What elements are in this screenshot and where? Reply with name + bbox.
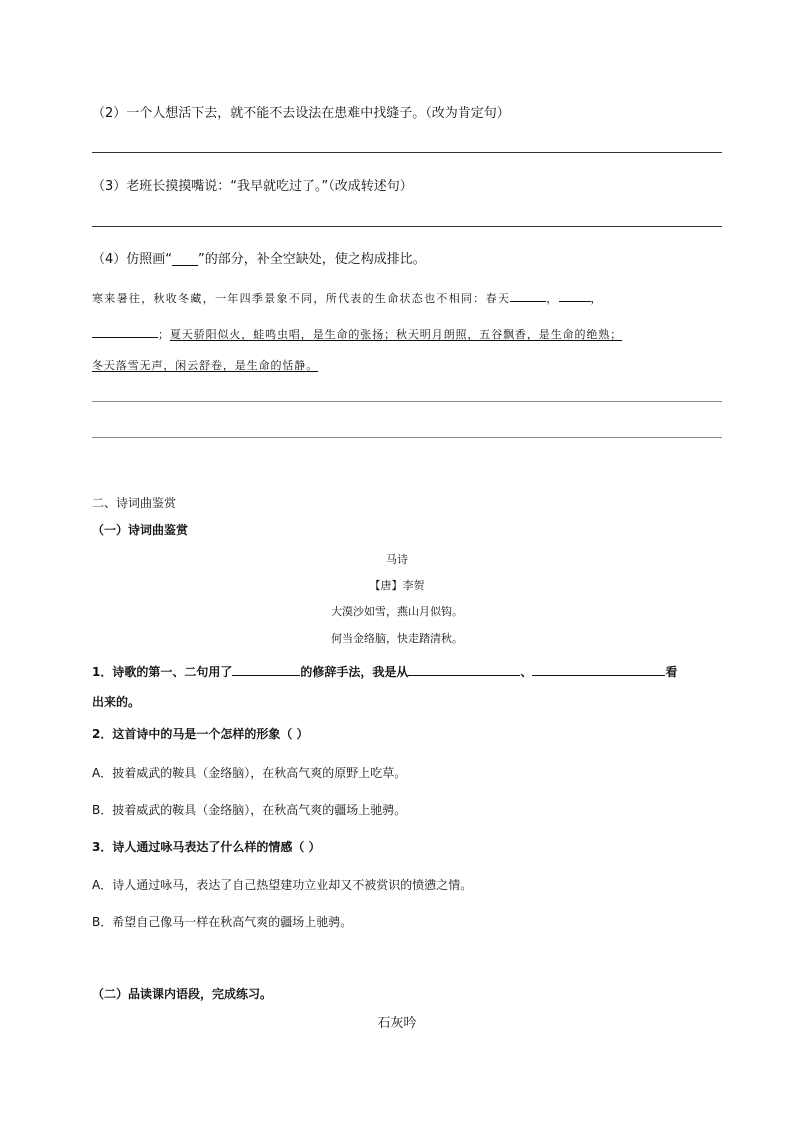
poem-author: 【唐】李贺 [369, 579, 425, 592]
poem-line-2: 何当金络脑，快走踏清秋。 [331, 632, 463, 645]
question-4-label-blank: ____ [172, 252, 199, 267]
item-1-part-b: 的修辞手法，我是从 [300, 665, 409, 679]
imitation-line-2-text: 夏天骄阳似火，蛙鸣虫唱，是生命的张扬；秋天明月朗照，五谷飘香，是生命的绝熟； [169, 328, 623, 341]
item-1-line-2: 出来的。 [92, 695, 141, 709]
item-2-option-b[interactable]: B．披着威武的鞍具（金络脑），在秋高气爽的疆场上驰骋。 [92, 803, 407, 817]
answer-line-q4-1[interactable] [92, 401, 722, 402]
item-1-line-1 [92, 663, 677, 680]
evidence-blank-1[interactable] [408, 663, 520, 676]
section-2-sub-2: （二）品读课内语段，完成练习。 [92, 987, 273, 1001]
sub-2-passage-title: 石灰吟 [377, 1016, 417, 1031]
question-4-label-b: ”的部分，补全空缺处，使之构成排比。 [198, 252, 426, 267]
answer-line-q4-2[interactable] [92, 437, 722, 438]
item-3-option-a[interactable]: A．诗人通过咏马，表达了自己热望建功立业却又不被赏识的愤懑之情。 [92, 878, 473, 892]
imitation-line-3: 冬天落雪无声，闲云舒卷，是生命的恬静。 [92, 359, 319, 372]
comma-2: ， [590, 292, 603, 305]
question-4-label-a: （4）仿照画“ [92, 252, 173, 267]
comma-1: ， [546, 292, 559, 305]
item-3-option-b[interactable]: B．希望自己像马一样在秋高气爽的疆场上驰骋。 [92, 915, 353, 929]
spring-blank-3[interactable] [92, 325, 158, 338]
rhetoric-blank[interactable] [232, 663, 300, 676]
item-1-part-a: 1．诗歌的第一、二句用了 [92, 665, 233, 679]
answer-line-q3[interactable] [92, 226, 722, 227]
semicolon: ； [158, 328, 170, 341]
question-3: （3）老班长摸摸嘴说：“我早就吃过了。”（改成转述句） [92, 179, 413, 194]
section-2-sub-1: （一）诗词曲鉴赏 [92, 523, 189, 537]
item-1-part-d: 看 [665, 665, 678, 679]
poem-title: 马诗 [386, 553, 408, 566]
spring-blank-2[interactable] [559, 289, 591, 302]
imitation-line-1-text: 寒来暑往，秋收冬藏，一年四季景象不同，所代表的生命状态也不相同：春天 [92, 292, 511, 305]
question-2: （2）一个人想活下去，就不能不去设法在患难中找缝子。（改为肯定句） [92, 106, 510, 121]
imitation-line-2 [92, 325, 622, 342]
question-4 [92, 248, 426, 267]
answer-line-q2[interactable] [92, 152, 722, 153]
spring-blank-1[interactable] [510, 289, 546, 302]
item-2-option-a[interactable]: A．披着威武的鞍具（金络脑），在秋高气爽的原野上吃草。 [92, 766, 407, 780]
poem-line-1: 大漠沙如雪，燕山月似钩。 [331, 605, 463, 618]
item-2-question: 2．这首诗中的马是一个怎样的形象（ ） [92, 727, 309, 741]
imitation-line-1 [92, 289, 603, 306]
evidence-blank-2[interactable] [532, 663, 665, 676]
section-2-title: 二、诗词曲鉴赏 [92, 496, 177, 510]
item-3-question: 3．诗人通过咏马表达了什么样的情感（ ） [92, 840, 321, 854]
item-1-part-c: 、 [520, 665, 533, 679]
